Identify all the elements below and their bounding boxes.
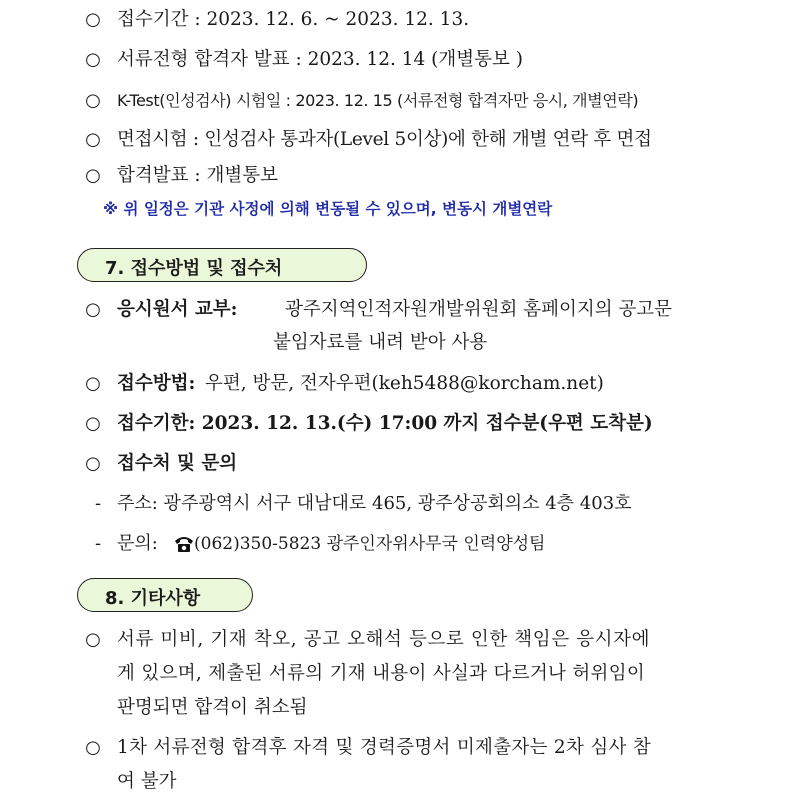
circle-bullet: ○	[85, 373, 101, 394]
circle-bullet: ○	[85, 453, 101, 474]
inquiry-text: (062)350-5823 광주인자위사무국 인력양성팀	[194, 534, 546, 554]
schedule-text: 합격발표 : 개별통보	[117, 165, 278, 186]
deadline-text: 접수기한: 2023. 12. 13.(수) 17:00 까지 접수분(우편 도착분)	[117, 413, 653, 434]
misc-text-continued: 판명되면 합격이 취소됨	[117, 697, 308, 718]
schedule-notice: ※ 위 일정은 기관 사정에 의해 변동될 수 있으며, 변동시 개별연락	[103, 200, 553, 218]
form-label: 응시원서 교부:	[117, 299, 238, 320]
method-text: 우편, 방문, 전자우편(keh5488@korcham.net)	[205, 373, 604, 394]
misc-text: 서류 미비, 기재 착오, 공고 오해석 등으로 인한 책임은 응시자에	[117, 629, 651, 650]
circle-bullet: ○	[85, 629, 101, 650]
phone-icon	[173, 534, 195, 561]
misc-text: 1차 서류전형 합격후 자격 및 경력증명서 미제출자는 2차 심사 참	[117, 737, 652, 758]
circle-bullet: ○	[85, 9, 101, 30]
circle-bullet: ○	[85, 165, 101, 186]
section-title: 8. 기타사항	[105, 588, 201, 609]
schedule-text: 접수기간 : 2023. 12. 6. ~ 2023. 12. 13.	[117, 9, 470, 30]
misc-text-continued: 게 있으며, 제출된 서류의 기재 내용이 사실과 다르거나 허위임이	[117, 663, 646, 684]
circle-bullet: ○	[85, 90, 101, 111]
section-7-header	[77, 248, 367, 282]
circle-bullet: ○	[85, 129, 101, 150]
circle-bullet: ○	[85, 299, 101, 320]
dash-marker: -	[95, 493, 102, 514]
method-label: 접수방법:	[117, 373, 196, 394]
schedule-text: 면접시험 : 인성검사 통과자(Level 5이상)에 한해 개별 연락 후 면접	[117, 129, 652, 150]
misc-text-continued: 여 불가	[117, 771, 177, 792]
contact-label: 접수처 및 문의	[117, 453, 238, 474]
form-text-continued: 붙임자료를 내려 받아 사용	[273, 332, 488, 353]
schedule-text: 서류전형 합격자 발표 : 2023. 12. 14 (개별통보 )	[117, 49, 523, 70]
circle-bullet: ○	[85, 737, 101, 758]
circle-bullet: ○	[85, 413, 101, 434]
address-text: 주소: 광주광역시 서구 대남대로 465, 광주상공회의소 4층 403호	[117, 493, 632, 514]
section-8-header	[77, 578, 253, 612]
circle-bullet: ○	[85, 49, 101, 70]
schedule-text: K-Test(인성검사) 시험일 : 2023. 12. 15 (서류전형 합격자만 응시, 개별연락)	[117, 91, 639, 110]
form-text: 광주지역인적자원개발위원회 홈페이지의 공고문	[285, 299, 673, 320]
inquiry-prefix: 문의:	[117, 533, 158, 554]
dash-marker: -	[95, 533, 102, 554]
section-title: 7. 접수방법 및 접수처	[105, 258, 283, 279]
